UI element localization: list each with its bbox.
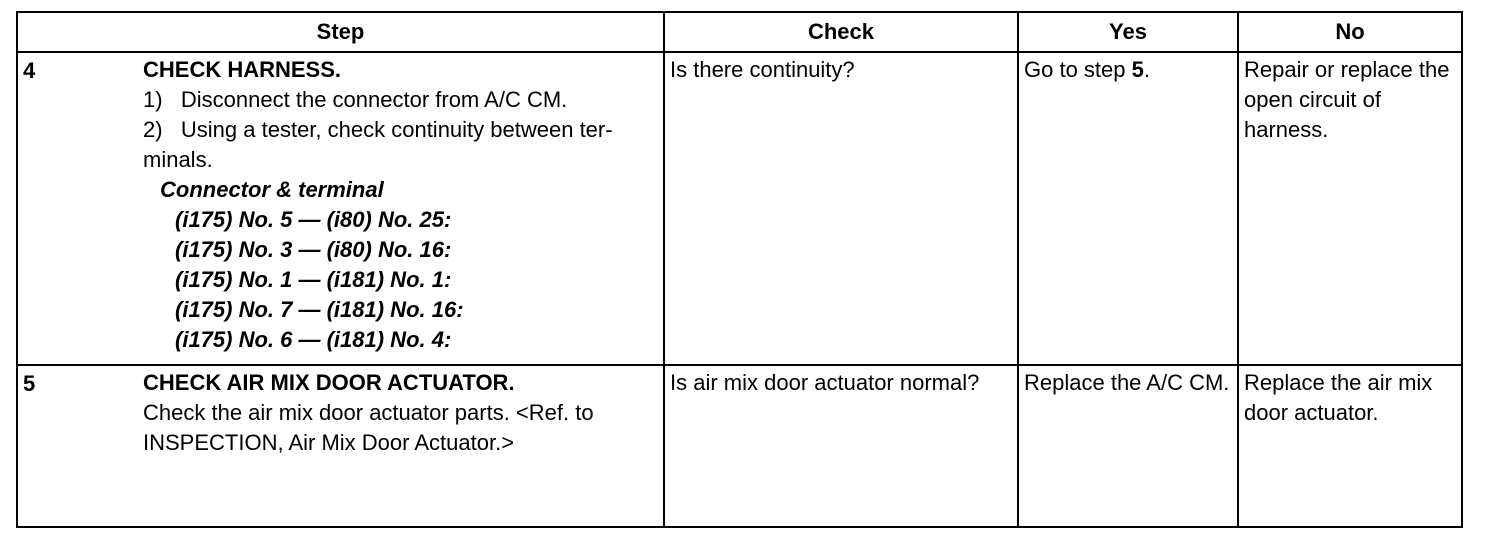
diagnostic-table bbox=[16, 11, 1463, 528]
step-title: CHECK HARNESS. bbox=[143, 57, 342, 82]
terminal-pair: (i175) No. 7 — (i181) No. 16: bbox=[175, 297, 464, 322]
step-instruction-2: 2) Using a tester, check continuity between ter- bbox=[143, 117, 613, 142]
step-cell bbox=[17, 365, 664, 527]
header-yes: Yes bbox=[1018, 12, 1238, 52]
terminal-pair: (i175) No. 5 — (i80) No. 25: bbox=[175, 207, 452, 232]
yes-prefix: Go to step bbox=[1024, 57, 1132, 82]
header-row bbox=[17, 12, 1462, 52]
yes-suffix: . bbox=[1143, 57, 1150, 82]
table-row-step-4 bbox=[17, 52, 1462, 365]
step-number: 4 bbox=[23, 58, 36, 83]
terminal-pair: (i175) No. 1 — (i181) No. 1: bbox=[175, 267, 452, 292]
no-cell: Replace the air mix door actuator. bbox=[1238, 365, 1462, 527]
yes-step-ref: 5 bbox=[1131, 57, 1144, 82]
terminal-pair: (i175) No. 6 — (i181) No. 4: bbox=[175, 327, 452, 352]
header-check: Check bbox=[664, 12, 1018, 52]
step-instruction: Check the air mix door actuator parts. <Ref. to INSPECTION, Air Mix Door Actuator.> bbox=[143, 400, 594, 455]
step-instruction-2-cont: minals. bbox=[143, 147, 213, 172]
header-step: Step bbox=[17, 12, 664, 52]
check-cell: Is there continuity? bbox=[664, 52, 1018, 365]
check-cell: Is air mix door actuator normal? bbox=[664, 365, 1018, 527]
yes-cell: Replace the A/C CM. bbox=[1018, 365, 1238, 527]
connector-terminal-label: Connector & terminal bbox=[160, 177, 384, 202]
no-cell: Repair or replace the open circuit of harness. bbox=[1238, 52, 1462, 365]
yes-cell bbox=[1018, 52, 1238, 365]
step-cell bbox=[17, 52, 664, 365]
step-title: CHECK AIR MIX DOOR ACTUATOR. bbox=[143, 370, 515, 395]
step-instruction-1: 1) Disconnect the connector from A/C CM. bbox=[143, 87, 568, 112]
step-number: 5 bbox=[23, 371, 36, 396]
terminal-pair: (i175) No. 3 — (i80) No. 16: bbox=[175, 237, 452, 262]
table-row-step-5 bbox=[17, 365, 1462, 527]
header-no: No bbox=[1238, 12, 1462, 52]
